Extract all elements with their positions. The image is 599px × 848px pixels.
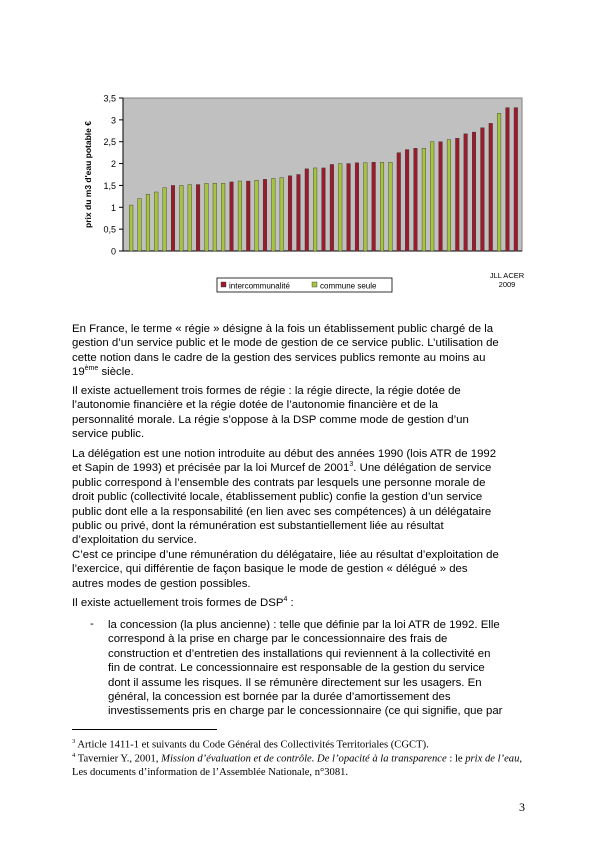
bar xyxy=(171,185,175,251)
chart-credit: JLL ACER xyxy=(489,271,525,280)
bar xyxy=(347,164,351,251)
legend-label: intercommunalité xyxy=(229,281,290,291)
price-chart xyxy=(75,88,535,303)
bar xyxy=(338,164,342,251)
paragraph-formes-dsp xyxy=(72,596,527,610)
bar xyxy=(163,188,167,251)
bar xyxy=(464,134,468,251)
paragraph-line: 19ème siècle. xyxy=(72,365,134,379)
legend-label: commune seule xyxy=(320,281,377,291)
bar xyxy=(180,185,184,251)
y-tick-label: 2,5 xyxy=(103,137,116,148)
legend-swatch-intercommunalite xyxy=(221,282,226,287)
bar xyxy=(305,169,309,251)
chart-credit-year: 2009 xyxy=(498,280,516,289)
footnote-3: $^3$ Article 1411-1 et suivants du Code Général des Collectivités Territoriales (CGCT). xyxy=(72,738,429,751)
bar xyxy=(447,140,451,251)
bar xyxy=(372,162,376,251)
paragraph-delegation: La délégation est une notion introduite au début des années 1990 (lois ATR de 1992 et Sapin de 1993) et précisée par la loi Murcef de 2001$^3$. Une délégation de service public correspond à l’ensemble des contrats par lesquels une personne morale de droit public (collectivité locale, établissement public) confie la gestion d’un service public dont elle a la responsabilité (en lien avec ses compétences) à un délégataire public ou privé, dont la rémunération est substantiellement liée au résultat d’exploitation du service. xyxy=(72,448,497,547)
bar xyxy=(230,182,234,251)
bar xyxy=(213,183,217,251)
bar xyxy=(280,178,284,251)
bar xyxy=(322,168,326,251)
bar xyxy=(397,153,401,251)
paragraph-regie: En France, le terme « régie » désigne à la fois un établissement public chargé de la gestion d’un service public et le mode de gestion de ce service public. L’utilisation de cette notion dans le cadre de la gestion des services publics remonte au moins au 19ème siècle. xyxy=(72,323,499,379)
list-item-concession: la concession (la plus ancienne) : telle que définie par la loi ATR de 1992. Elle correspond à la prise en charge par le concessionnaire des frais de construction et d’entretien des installations qui reviennent à la collectivité en fin de contrat. Le concessionnaire est responsable de la gestion du service dont il assume les risques. Il se rémunère directement sur les usagers. En général, la concession est bornée par la durée d’amortissement des investissements pris en charge par le concessionnaire (ce qui signifie, que par xyxy=(108,619,503,718)
bar xyxy=(389,162,393,251)
bar xyxy=(255,180,259,251)
paragraph-formes-regie: Il existe actuellement trois formes de régie : la régie directe, la régie dotée de l’autonomie financière et la régie dotée de l’autonomie financière et de la personnalité morale. La régie s’oppose à la DSP comme mode de gestion d’un service public. xyxy=(72,385,469,441)
bar xyxy=(272,178,276,251)
paragraph-line: et Sapin de 1993) et précisée par la loi Murcef de 2001$^3$. Une délégation de service xyxy=(72,461,492,475)
bar xyxy=(455,138,459,251)
bar xyxy=(472,132,476,251)
footnote-rule xyxy=(72,729,217,730)
bar xyxy=(422,148,426,251)
bar xyxy=(414,148,418,251)
bar xyxy=(188,185,192,251)
bar xyxy=(364,163,368,251)
list-dash: - xyxy=(90,618,94,630)
bar xyxy=(221,183,225,251)
y-tick-label: 2 xyxy=(110,159,116,170)
y-tick-label: 1 xyxy=(110,202,116,213)
paragraph-principe: C’est ce principe d’une rémunération du délégataire, liée au résultat d’exploitation de l’exercice, qui différentie de façon basique le mode de gestion « délégué » des autres modes de gestion possibles. xyxy=(72,549,499,590)
bar xyxy=(405,150,409,251)
bar xyxy=(355,163,359,251)
footnote-text: Tavernier Y., 2001, Mission d’évaluation et de contrôle. De l’opacité à la transparence : le prix de l’eau, Les documents d’information de l’Assemblée Nationale, n°3081. xyxy=(72,753,523,778)
bar xyxy=(288,176,292,251)
bar xyxy=(514,108,518,251)
bar xyxy=(129,205,133,251)
bar xyxy=(439,142,443,251)
bar xyxy=(205,183,209,251)
bar xyxy=(263,179,267,251)
bar xyxy=(313,168,317,251)
bar xyxy=(154,192,158,251)
page-number: 3 xyxy=(519,800,525,814)
bar xyxy=(246,181,250,251)
bar xyxy=(138,199,142,251)
bar xyxy=(238,181,242,251)
y-tick-label: 0 xyxy=(110,246,116,257)
y-tick-label: 0,5 xyxy=(103,224,116,235)
y-tick-label: 3 xyxy=(110,115,116,126)
bar xyxy=(330,164,334,251)
bar xyxy=(430,142,434,251)
y-axis-label: prix du m3 d'eau potable € xyxy=(83,121,93,228)
bar xyxy=(380,162,384,251)
paragraph-line: Il existe actuellement trois formes de DSP$^4$ : xyxy=(72,596,294,609)
y-tick-label: 1,5 xyxy=(103,180,116,191)
y-tick-label: 3,5 xyxy=(103,93,116,104)
bar xyxy=(489,123,493,251)
bar xyxy=(497,113,501,251)
bar xyxy=(146,194,150,251)
bar xyxy=(506,108,510,251)
bar xyxy=(481,128,485,251)
footnote-4: $^4$ Tavernier Y., 2001, Mission d’évaluation et de contrôle. De l’opacité à la transparence : le prix de l’eau, Les documents d’information de l’Assemblée Nationale, n°3081. xyxy=(72,752,523,778)
bar xyxy=(196,185,200,251)
legend-swatch-commune-seule xyxy=(312,282,317,287)
bar xyxy=(297,175,301,252)
